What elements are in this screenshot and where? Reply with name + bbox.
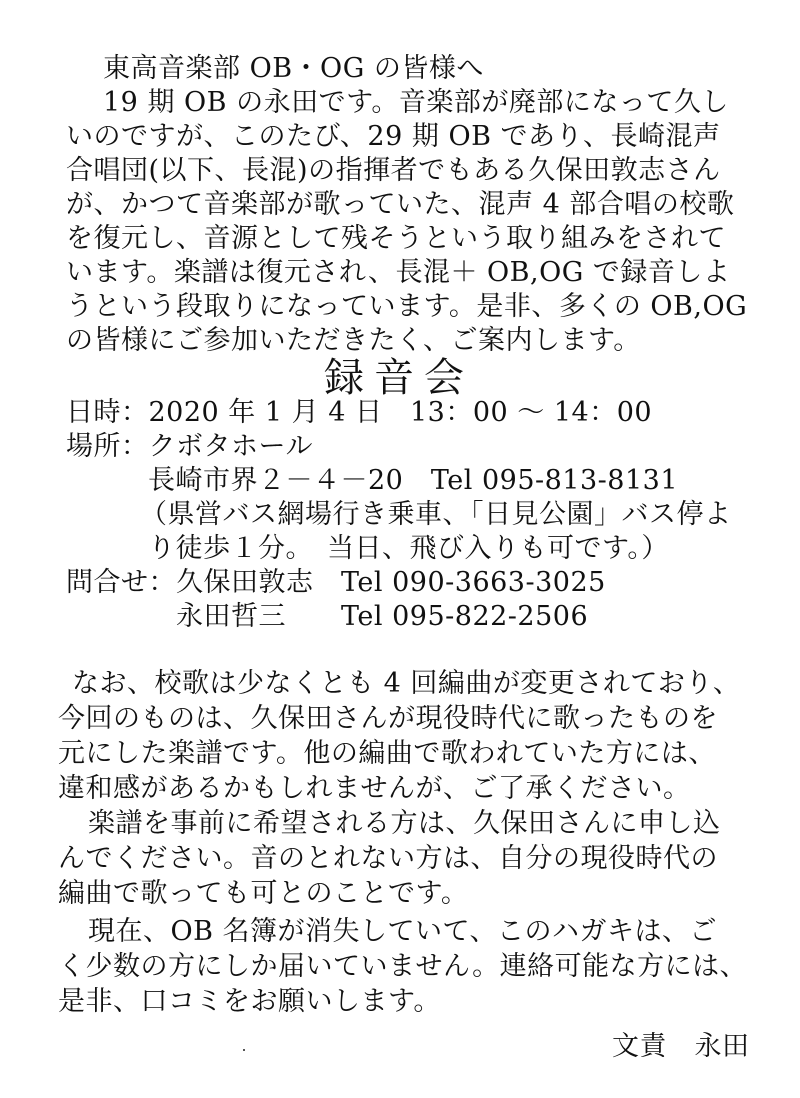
note-line: 楽譜を事前に希望される方は、久保田さんに申し込 [88,808,721,839]
intro-line: を復元し、音源として残そうという取り組みをされて [66,223,726,254]
event-access: （県営バス網場行き乗車、「日見公園」バス停よ [140,499,732,530]
note-line: 現在、OB 名簿が消失していて、このハガキは、ご [88,916,718,947]
event-address: 長崎市界２－４－20 Tel 095-813-8131 [148,465,678,496]
greeting-line: 東高音楽部 OB・OG の皆様へ [103,53,484,84]
signature: 文責 永田 [612,1031,750,1062]
intro-line: 19 期 OB の永田です。音楽部が廃部になって久し [103,87,729,118]
event-contact: 問合せ：久保田敦志 Tel 090-3663-3025 [66,567,606,598]
intro-line: います。楽譜は復元され、長混＋ OB,OG で録音しよ [66,257,731,288]
note-line: 是非、口コミをお願いします。 [58,986,441,1017]
note-line: なお、校歌は少なくとも 4 回編曲が変更されており、 [72,668,741,699]
intro-line: 合唱団(以下、長混)の指揮者でもある久保田敦志さん [66,155,721,186]
note-line: 編曲で歌っても可とのことです。 [58,878,469,909]
intro-line: が、かつて音楽部が歌っていた、混声 4 部合唱の校歌 [66,189,735,220]
event-datetime: 日時：2020 年 1 月 4 日 13：00 〜 14：00 [66,397,653,428]
note-line: く少数の方にしか届いていません。連絡可能な方には、 [58,951,748,982]
scan-speck [243,1049,245,1051]
intro-line: いのですが、このたび、29 期 OB であり、長崎混声 [66,121,721,152]
note-line: 今回のものは、久保田さんが現役時代に歌ったものを [58,703,718,734]
event-contact: 永田哲三 Tel 095-822-2506 [176,601,589,632]
intro-line: の皆様にご参加いただきたく、ご案内します。 [66,325,641,356]
event-venue: 場所：クボタホール [66,431,313,462]
note-line: 違和感があるかもしれませんが、ご了承ください。 [58,773,691,804]
event-access: り徒歩１分。 当日、飛び入りも可です。） [148,533,669,564]
note-line: 元にした楽譜です。他の編曲で歌われていた方には、 [58,738,716,769]
intro-line: うという段取りになっています。是非、多くの OB,OG [66,291,748,322]
event-title: 録音会 [324,355,474,401]
note-line: んでください。音のとれない方は、自分の現役時代の [58,843,718,874]
